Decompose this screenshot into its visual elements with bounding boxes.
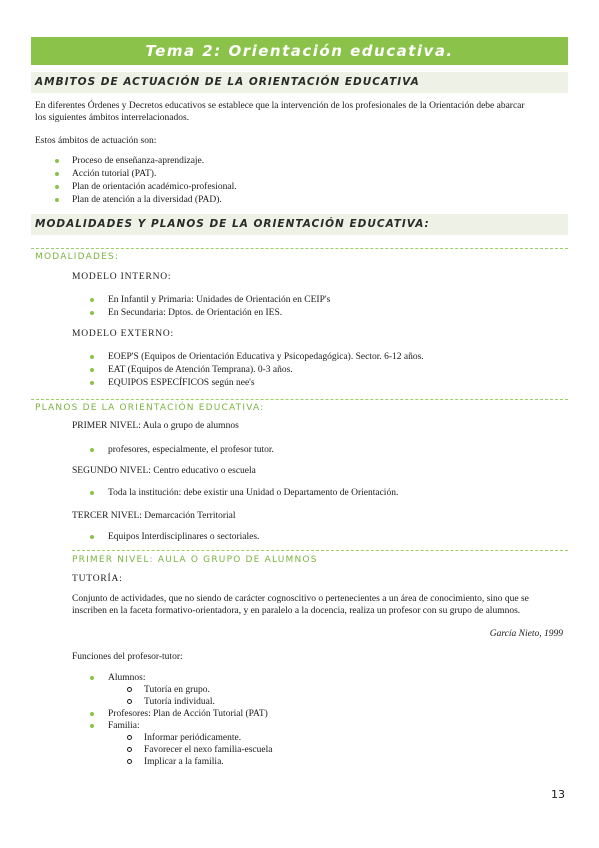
section-heading-ambitos: AMBITOS DE ACTUACIÓN DE LA ORIENTACIÓN EDUCATIVA: [31, 72, 568, 93]
primer-nivel-heading: PRIMER NIVEL: AULA O GRUPO DE ALUMNOS: [72, 555, 318, 565]
profesores-item: Profesores: Plan de Acción Tutorial (PAT): [108, 709, 268, 719]
bullet-icon: [55, 172, 59, 176]
bullet-icon: [90, 724, 94, 728]
sub-bullet-icon: [127, 747, 132, 752]
sub-bullet-icon: [127, 687, 132, 692]
primer-nivel-item: profesores, especialmente, el profesor tutor.: [108, 445, 274, 455]
ambitos-paragraph-line1: En diferentes Órdenes y Decretos educativos se establece que la intervención de los profesionales de la Orientación debe abarcar: [35, 101, 525, 111]
segundo-nivel-label: SEGUNDO NIVEL: Centro educativo o escuela: [72, 466, 256, 476]
page-number: 13: [551, 788, 565, 801]
ambito-item: Proceso de enseñanza-aprendizaje.: [72, 156, 205, 166]
divider: [31, 248, 568, 249]
alumnos-sub-item: Tutoría en grupo.: [144, 685, 210, 695]
section-heading-modalidades-planos: MODALIDADES Y PLANOS DE LA ORIENTACIÓN EDUCATIVA:: [31, 214, 568, 235]
tutoria-definition-line1: Conjunto de actividades, que no siendo de carácter cognoscitivo o pertenecientes a un área de conocimiento, sino que se: [72, 594, 529, 604]
familia-sub-item: Informar periódicamente.: [144, 733, 242, 743]
familia-sub-item: Favorecer el nexo familia-escuela: [144, 745, 273, 755]
page-title: Tema 2: Orientación educativa.: [31, 37, 568, 65]
ambitos-intro: Estos ámbitos de actuación son:: [35, 136, 157, 146]
ambito-item: Plan de orientación académico-profesional.: [72, 182, 237, 192]
alumnos-sub-item: Tutoría individual.: [144, 697, 215, 707]
bullet-icon: [90, 355, 94, 359]
bullet-icon: [90, 676, 94, 680]
primer-nivel-label: PRIMER NIVEL: Aula o grupo de alumnos: [72, 421, 239, 431]
sub-bullet-icon: [127, 699, 132, 704]
modelo-externo-label: MODELO EXTERNO:: [72, 329, 174, 339]
bullet-icon: [90, 535, 94, 539]
bullet-icon: [90, 298, 94, 302]
familia-sub-item: Implicar a la familia.: [144, 757, 224, 767]
bullet-icon: [55, 185, 59, 189]
bullet-icon: [55, 198, 59, 202]
bullet-icon: [90, 448, 94, 452]
ambitos-paragraph-line2: los siguientes ámbitos interrelacionados.: [35, 113, 190, 123]
sub-bullet-icon: [127, 759, 132, 764]
alumnos-item: Alumnos:: [108, 673, 146, 683]
modelo-interno-item: En Infantil y Primaria: Unidades de Orientación en CEIP's: [108, 295, 331, 305]
modelo-interno-item: En Secundaria: Dptos. de Orientación en IES.: [108, 308, 283, 318]
ambito-item: Acción tutorial (PAT).: [72, 169, 157, 179]
bullet-icon: [55, 159, 59, 163]
ambito-item: Plan de atención a la diversidad (PAD).: [72, 195, 222, 205]
modelo-externo-item: EOEP'S (Equipos de Orientación Educativa y Psicopedagógica). Sector. 6-12 años.: [108, 352, 424, 362]
divider: [31, 399, 568, 400]
bullet-icon: [90, 491, 94, 495]
bullet-icon: [90, 381, 94, 385]
bullet-icon: [90, 311, 94, 315]
planos-heading: PLANOS DE LA ORIENTACIÓN EDUCATIVA:: [35, 403, 265, 413]
bullet-icon: [90, 368, 94, 372]
tutoria-definition-line2: inscriben en la faceta formativo-orientadora, y en paralelo a la docencia, realiza un profesor con su grupo de alumnos.: [72, 606, 521, 616]
citation: García Nieto, 1999: [489, 629, 563, 639]
modelo-interno-label: MODELO INTERNO:: [72, 272, 172, 282]
tercer-nivel-item: Equipos Interdisciplinares o sectoriales.: [108, 532, 260, 542]
modelo-externo-item: EAT (Equipos de Atención Temprana). 0-3 años.: [108, 365, 293, 375]
bullet-icon: [90, 712, 94, 716]
funciones-label: Funciones del profesor-tutor:: [72, 652, 183, 662]
tercer-nivel-label: TERCER NIVEL: Demarcación Territorial: [72, 511, 236, 521]
sub-bullet-icon: [127, 735, 132, 740]
modelo-externo-item: EQUIPOS ESPECÍFICOS según nee's: [108, 378, 255, 388]
modalidades-heading: MODALIDADES:: [35, 252, 120, 262]
segundo-nivel-item: Toda la institución: debe existir una Unidad o Departamento de Orientación.: [108, 488, 399, 498]
familia-item: Familia:: [108, 721, 140, 731]
tutoria-label: TUTORÍA:: [72, 574, 123, 584]
divider: [72, 550, 568, 551]
